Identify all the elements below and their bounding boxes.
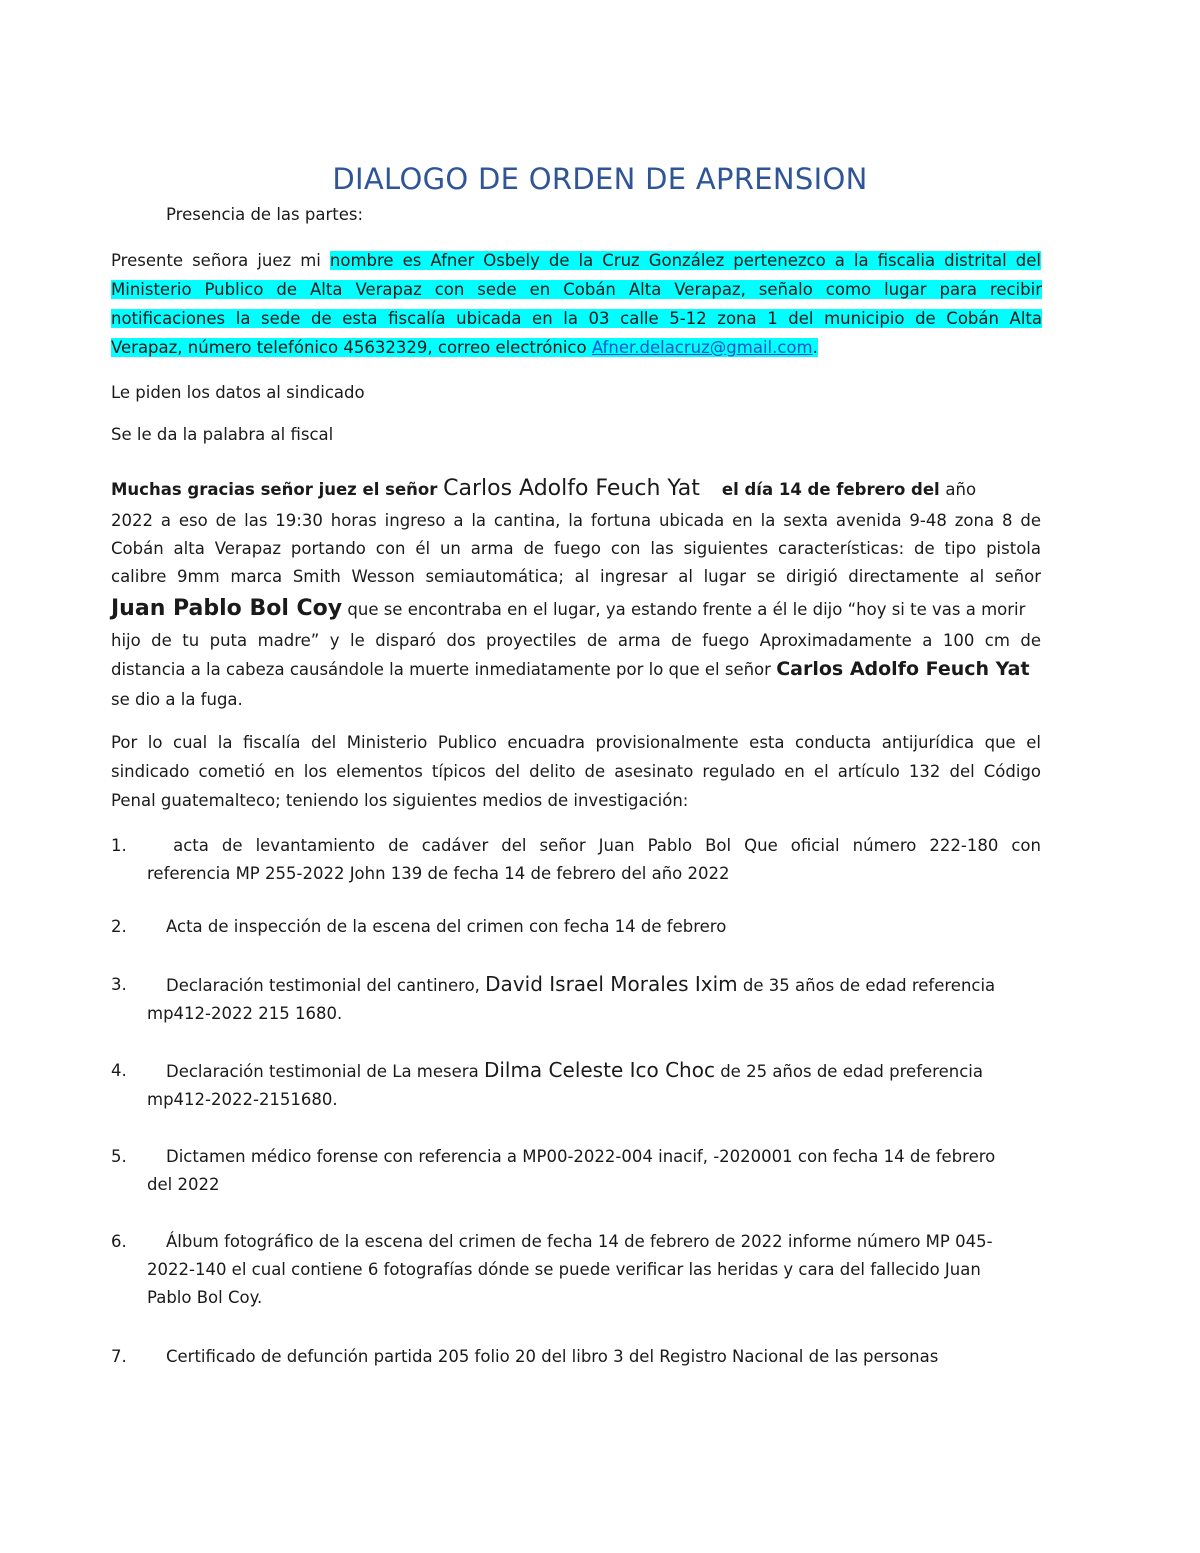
email-link[interactable]: Afner.delacruz@gmail.com (591, 338, 813, 357)
presence-heading: Presencia de las partes: (166, 205, 364, 224)
name-david: David Israel Morales Ixim (485, 972, 738, 996)
document-page: DIALOGO DE ORDEN DE APRENSION Presencia de las partes: Presente señora juez mi nombre es Afner Osbely de la Cruz González pertenezco a la fiscalia distrital del Ministerio Publico de Alta Verapaz con sede en Cobán Alta Verapaz, señalo como lugar para recibir notificaciones la sede de esta fiscalía ubicada en la 03 calle 5-12 zona 1 del municipio de Cobán Alta Verapaz, número telefónico 45632329, correo electrónico Afner.delacruz@gmail.com. Le piden los datos al sindicado Se le da la palabra al fiscal Muchas gracias señor juez el señor Carlos Adolfo Feuch Yat el día 14 de febrero del año 2022 a eso de las 19:30 horas ingreso a la cantina, la fortuna ubicada en la sexta avenida 9-48 zona 8 de Cobán alta Verapaz portando con él un arma de fuego con las siguientes características: de tipo pistola calibre 9mm marca Smith Wesson semiautomática; al ingresar al lugar se dirigió directamente al señor Juan Pablo Bol Coy que se encontraba en el lugar, ya estando frente a él le dijo “hoy si te vas a morir hijo de tu puta madre” y le disparó dos proyectiles de arma de fuego Aproximadamente a 100 cm de distancia a la cabeza causándole la muerte inmediatamente por lo que el señor Carlos Adolfo Feuch Yat se dio a la fuga. Por lo cual la fiscalía del Ministerio Publico encuadra provisionalmente esta conducta antijurídica que el sindicado cometió en los elementos típicos del delito de asesinato regulado en el artículo 132 del Código Penal guatemalteco; teniendo los siguientes medios de investigación: 1. acta de levantamiento de cadáver del señor Juan Pablo Bol Que oficial número 222-180 con referencia MP 255-2022 John 139 de fecha 14 de febrero del año 2022 2. Acta de inspección de la escena del crimen con fecha 14 de febrero 3. Declaración testimonial del cantinero, David Israel Morales Ixim de 35 años de edad referencia mp412-2022 215 1680. 4. Declaración testimonial de La mesera Dilma Celeste Ico Choc de 25 años de edad preferencia mp412-2022-2151680. 5. Dictamen médico forense con referencia a MP00-2022-004 inacif, -2020001 con fecha 14 de febrero del 2022 6. Álbum fotográfico de la escena del crimen de fecha 14 de febrero de 2022 informe número MP 045- 2022-140 el cual contiene 6 fotografías dónde se puede verificar las heridas y cara del fallecido Juan Pablo Bol Coy. 7. Certificado de defunción partida 205 folio 20 del libro 3 del Registro Nacional de las personas (0, 0, 1200, 1553)
intro-line-2: Ministerio Publico de Alta Verapaz con sede en Cobán Alta Verapaz, señalo como lugar para recibir (111, 280, 1042, 299)
name-juan: Juan Pablo Bol Coy (111, 596, 343, 621)
name-carlos: Carlos Adolfo Feuch Yat (443, 476, 700, 501)
intro-line-4: Verapaz, número telefónico 45632329, correo electrónico Afner.delacruz@gmail.com. (111, 338, 818, 357)
fiscal-line-1: Muchas gracias señor juez el señor Carlos Adolfo Feuch Yat el día 14 de febrero del año (111, 476, 977, 501)
name-carlos-2: Carlos Adolfo Feuch Yat (776, 658, 1030, 680)
document-title: DIALOGO DE ORDEN DE APRENSION (332, 162, 868, 196)
fiscal-line-7: distancia a la cabeza causándole la muerte inmediatamente por lo que el señor Carlos Adolfo Feuch Yat (111, 658, 1030, 680)
fiscal-line-2: 2022 a eso de las 19:30 horas ingreso a la cantina, la fortuna ubicada en la sexta avenida 9-48 zona 8 de (111, 511, 1041, 530)
name-dilma: Dilma Celeste Ico Choc (483, 1058, 715, 1082)
encuadra-line-3: Penal guatemalteco; teniendo los siguientes medios de investigación: (111, 791, 689, 810)
fiscal-line-8: se dio a la fuga. (111, 690, 243, 709)
datos-paragraph: Le piden los datos al sindicado (111, 383, 365, 402)
fiscal-line-5: Juan Pablo Bol Coy que se encontraba en el lugar, ya estando frente a él le dijo “hoy si te vas a morir (111, 596, 1026, 621)
palabra-paragraph: Se le da la palabra al fiscal (111, 425, 334, 444)
intro-line-3: notificaciones la sede de esta fiscalía ubicada en la 03 calle 5-12 zona 1 del municipio de Cobán Alta (111, 309, 1042, 328)
intro-line-1: Presente señora juez mi nombre es Afner Osbely de la Cruz González pertenezco a la fiscalia distrital del (111, 251, 1041, 270)
fiscal-line-3: Cobán alta Verapaz portando con él un arma de fuego con las siguientes características: de tipo pistola (111, 539, 1041, 558)
fiscal-line-6: hijo de tu puta madre” y le disparó dos proyectiles de arma de fuego Aproximadamente a 100 cm de (111, 631, 1041, 650)
encuadra-line-1: Por lo cual la fiscalía del Ministerio Publico encuadra provisionalmente esta conducta antijurídica que el (111, 733, 1041, 752)
fiscal-line-4: calibre 9mm marca Smith Wesson semiautomática; al ingresar al lugar se dirigió directamente al señor (111, 567, 1041, 586)
encuadra-line-2: sindicado cometió en los elementos típicos del delito de asesinato regulado en el artículo 132 del Código (111, 762, 1041, 781)
